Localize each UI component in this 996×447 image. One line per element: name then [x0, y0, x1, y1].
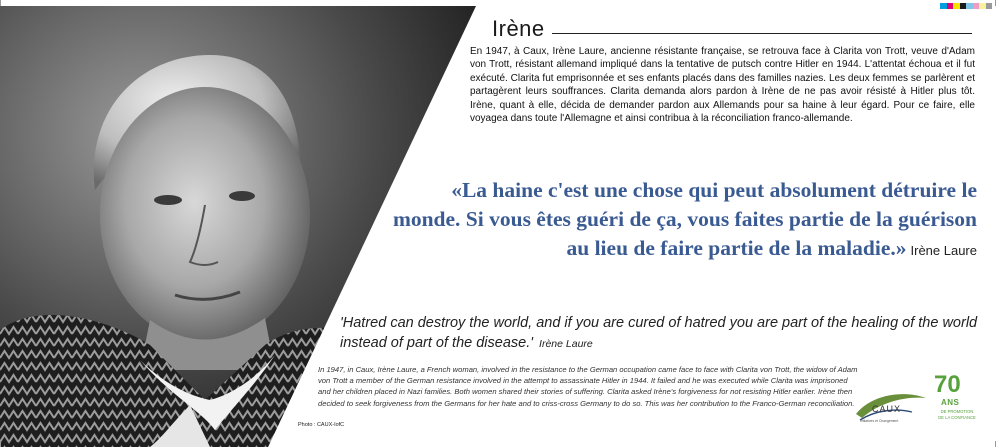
anniversary-line-2: DE LA CONFIANCE: [938, 415, 976, 420]
french-body-text: En 1947, à Caux, Irène Laure, ancienne résistante française, se retrouva face à Clarita von Trott, veuve d'Adam von Trott, résistant allemand impliqué dans la tentative de putsch contre Hitler en 1944. L'attentat échoua et il fut exécuté. Clarita fut emprisonnée et ses enfants placés dans des familles nazies. Les deux femmes se parlèrent et partagèrent leurs souffrances. Clarita demanda alors pardon à Irène de ne pas avoir résisté à Hitler plus tôt. Irène, quant à elle, décida de demander pardon aux Allemands pour sa haine à leur égard. Pour ce faire, elle voyagea dans toute l'Allemagne et ainsi contribua à la réconciliation franco-allemande.: [470, 46, 975, 125]
anniversary-ans: ANS: [941, 398, 960, 407]
english-quote-author: Irène Laure: [539, 338, 593, 350]
english-body-text: In 1947, in Caux, Irène Laure, a French woman, involved in the resistance to the German occupation came face to face with Clarita von Trott, the widow of Adam von Trott a member of the German resistance involved in the attempt to assassinate Hitler in 1944. It failed and he was executed while Clarita was imprisoned and her children placed in Nazi families. Both women shared their stories of suffering. Clarita asked Irène's forgiveness for not resisting Hitler earlier. Irène then decided to seek forgiveness from the Germans for her hate and to criss-cross Germany to do so. This was her contribution to the Franco-German reconciliation.: [318, 365, 858, 408]
photo-credit: Photo : CAUX-IofC: [298, 422, 345, 428]
french-quote-text: «La haine c'est une chose qui peut absolument détruire le monde. Si vous êtes guéri de ça, vous faites partie de la guérison au lieu de faire partie de la maladie.»: [392, 178, 977, 260]
anniversary-number: 70: [934, 371, 961, 398]
french-quote-author: Irène Laure: [910, 243, 977, 258]
caux-logo-subtitle: Initiatives et Changement: [860, 419, 899, 423]
trim-mark: [0, 0, 1, 6]
anniversary-line-1: DE PROMOTION: [940, 409, 974, 414]
french-quote: [392, 176, 977, 265]
calibration-swatch: [986, 3, 993, 9]
title-divider: [552, 33, 972, 34]
calibration-color-bar: [940, 3, 992, 9]
page-title: Irène: [492, 16, 545, 41]
trim-mark: [0, 441, 1, 447]
caux-logo-text: CAUX: [872, 404, 902, 414]
english-quote-text: 'Hatred can destroy the world, and if you are cured of hatred you are part of the healing of the world instead of part of the disease.': [340, 315, 978, 351]
english-quote: [340, 313, 980, 354]
